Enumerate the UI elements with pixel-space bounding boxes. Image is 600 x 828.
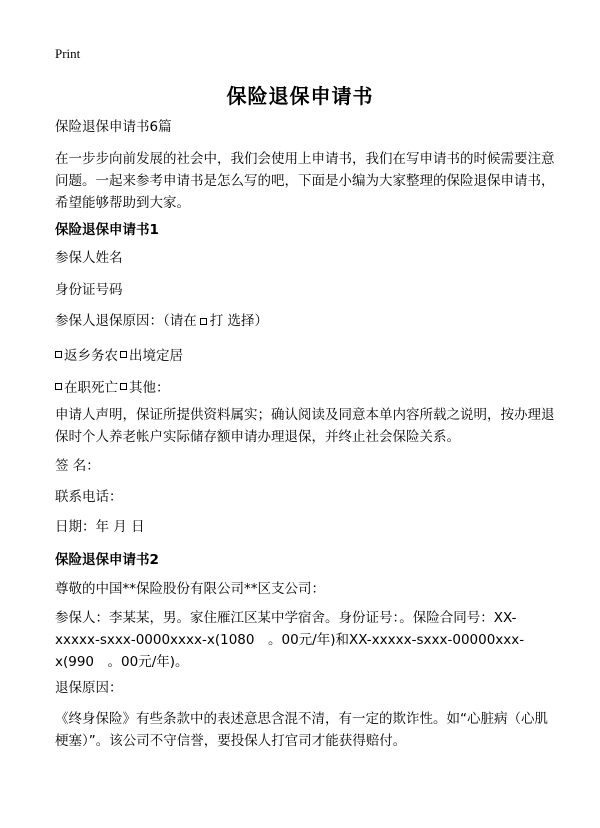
applicant-declaration: 申请人声明，保证所提供资料属实；确认阅读及同意本单内容所载之说明，按办理退保时个人养老帐户实际储存额申请办理退保，并终止社会保险关系。 [55,407,555,445]
reason-text-paragraph: 《终身保险》有些条款中的表述意思含混不清，有一定的欺诈性。如“心脏病（心肌梗塞）”。该公司不守信誉，要投保人打官司才能获得赔付。 [55,711,548,749]
insured-name-label: 参保人姓名 [55,250,123,266]
id-number-label: 身份证号码 [55,282,123,298]
insured-info-paragraph: 参保人：李某某，男。家住雁江区某中学宿舍。身份证号：。保险合同号：XX-xxxxx-sxxx-0000xxxx-x(1080 。00元/年)和XX-xxxxx-sxxx-00000xxx-x(990 。00元/年)。 [55,610,525,670]
option-settle-abroad-label: 出境定居 [129,348,183,364]
print-label: Print [55,46,81,61]
withdrawal-reason-line [55,310,555,332]
phone-label: 联系电话： [55,489,123,505]
checkbox-death-in-service[interactable] [55,383,62,390]
intro-paragraph: 在一步步向前发展的社会中，我们会使用上申请书，我们在写申请书的时候需要注意问题。一起来参考申请书是怎么写的吧，下面是小编为大家整理的保险退保申请书，希望能够帮助到大家。 [55,151,555,211]
withdrawal-reason-prefix: 参保人退保原因：（请在 [55,313,197,329]
checkbox-settle-abroad[interactable] [120,351,127,358]
reason-label: 退保原因： [55,680,123,696]
checkbox-return-home[interactable] [55,351,62,358]
option-death-in-service-label: 在职死亡 [64,380,118,396]
checkbox-other[interactable] [120,383,127,390]
salutation-line: 尊敬的中国**保险股份有限公司**区支公司： [55,581,325,597]
date-label: 日期：年 月 日 [55,519,145,535]
option-return-home-label: 返乡务农 [64,348,118,364]
option-other-label: 其他： [129,380,170,396]
reason-options-row-1 [55,344,183,364]
document-title: 保险退保申请书 [226,84,374,108]
reason-options-row-2 [55,376,170,396]
section2-heading: 保险退保申请书2 [55,552,159,568]
checkbox-icon [200,318,207,325]
signature-label: 签 名： [55,458,100,474]
document-subtitle: 保险退保申请书6篇 [55,119,172,135]
withdrawal-reason-suffix: 打 选择） [209,313,269,329]
section1-heading: 保险退保申请书1 [55,222,159,238]
